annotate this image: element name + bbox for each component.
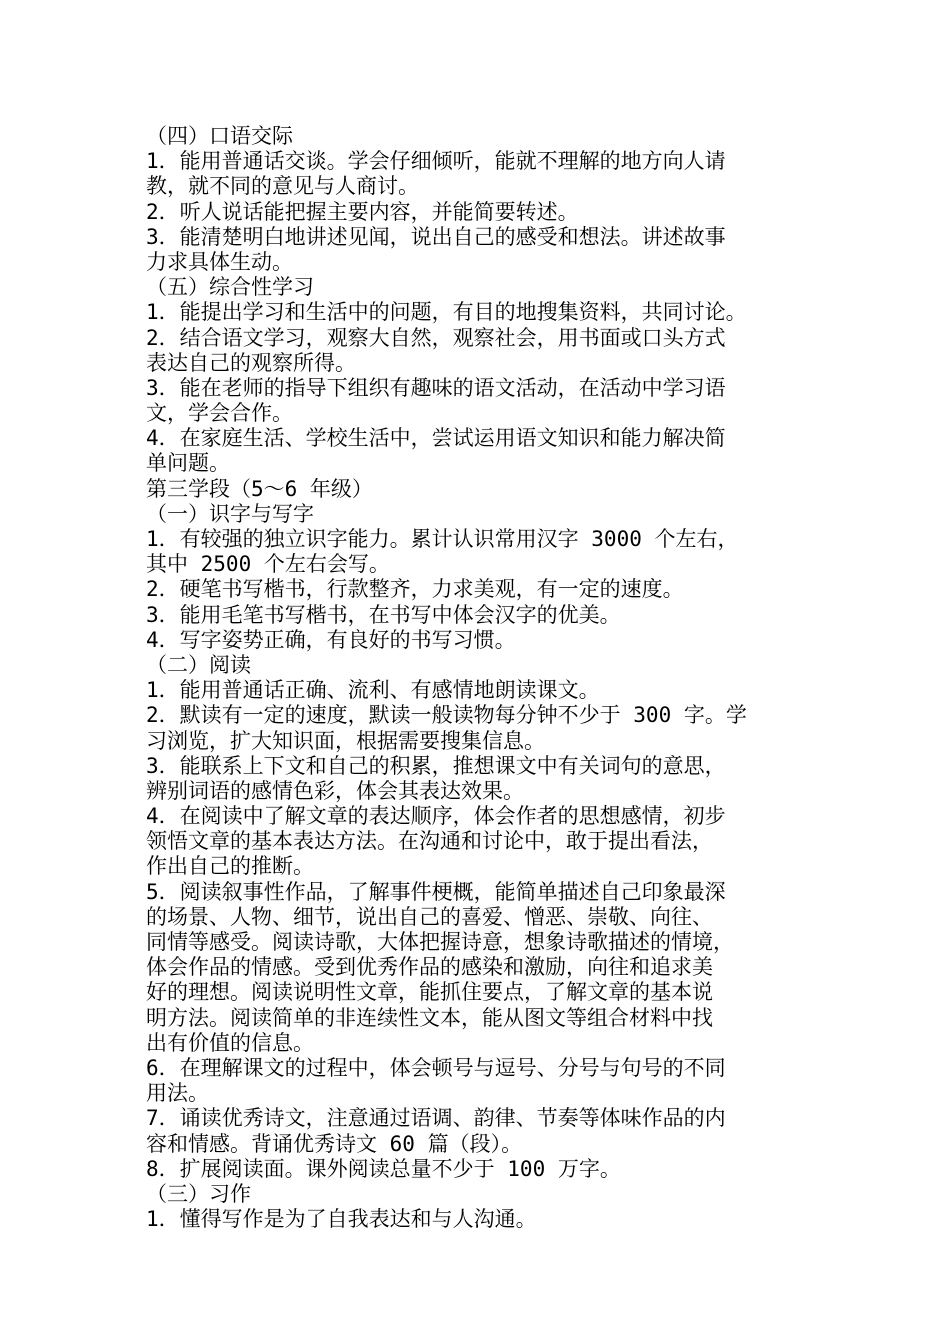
text-line: 1．有较强的独立识字能力。累计认识常用汉字 3000 个左右， (146, 527, 739, 551)
text-line: 辨别词语的感情色彩，体会其表达效果。 (146, 778, 524, 803)
document-body (146, 124, 826, 1232)
text-line: 1．能用普通话正确、流利、有感情地朗读课文。 (146, 678, 600, 703)
text-line: （一）识字与写字 (146, 501, 314, 526)
text-line: 同情等感受。阅读诗歌，大体把握诗意，想象诗歌描述的情境， (146, 930, 734, 954)
text-line: 2．听人说话能把握主要内容，并能简要转述。 (146, 199, 579, 224)
text-line: （二）阅读 (146, 652, 251, 677)
text-line: 1．能用普通话交谈。学会仔细倾听，能就不理解的地方向人请 (146, 149, 726, 174)
text-line: 作出自己的推断。 (146, 854, 314, 879)
text-line: 6．在理解课文的过程中，体会顿号与逗号、分号与句号的不同 (146, 1055, 726, 1080)
text-line: 8．扩展阅读面。课外阅读总量不少于 100 万字。 (146, 1156, 621, 1181)
text-line: 1．能提出学习和生活中的问题，有目的地搜集资料，共同讨论。 (146, 300, 747, 325)
text-line: 习浏览，扩大知识面，根据需要搜集信息。 (146, 728, 545, 753)
text-line: 3．能用毛笔书写楷书，在书写中体会汉字的优美。 (146, 602, 621, 627)
text-line: 体会作品的情感。受到优秀作品的感染和激励，向往和追求美 (146, 955, 713, 980)
text-line: （五）综合性学习 (146, 275, 314, 300)
text-line: 1．懂得写作是为了自我表达和与人沟通。 (146, 1207, 537, 1232)
text-line: 文，学会合作。 (146, 401, 293, 426)
text-line: 2．结合语文学习，观察大自然，观察社会，用书面或口头方式 (146, 325, 726, 350)
text-line: 教，就不同的意见与人商讨。 (146, 174, 419, 199)
text-line: 好的理想。阅读说明性文章，能抓住要点，了解文章的基本说 (146, 980, 713, 1005)
text-line: 表达自己的观察所得。 (146, 350, 356, 375)
text-line: 4．在阅读中了解文章的表达顺序，体会作者的思想感情，初步 (146, 804, 726, 829)
text-line: 2．默读有一定的速度，默读一般读物每分钟不少于 300 字。学 (146, 703, 747, 728)
text-line: （四）口语交际 (146, 124, 293, 148)
text-line: 3．能在老师的指导下组织有趣味的语文活动，在活动中学习语 (146, 375, 726, 400)
text-line: 第三学段（5～6 年级） (146, 476, 373, 501)
text-line: 出有价值的信息。 (146, 1030, 314, 1055)
text-line: 其中 2500 个左右会写。 (146, 552, 390, 577)
text-line: 力求具体生动。 (146, 249, 293, 274)
text-line: （三）习作 (146, 1181, 251, 1206)
text-line: 3．能清楚明白地讲述见闻，说出自己的感受和想法。讲述故事 (146, 224, 726, 249)
text-line: 领悟文章的基本表达方法。在沟通和讨论中，敢于提出看法， (146, 829, 713, 854)
text-line: 4．写字姿势正确，有良好的书写习惯。 (146, 627, 516, 652)
text-line: 5．阅读叙事性作品，了解事件梗概，能简单描述自己印象最深 (146, 879, 726, 904)
text-line: 用法。 (146, 1081, 209, 1106)
text-line: 容和情感。背诵优秀诗文 60 篇（段）。 (146, 1131, 523, 1156)
text-line: 3．能联系上下文和自己的积累，推想课文中有关词句的意思， (146, 753, 726, 778)
text-line: 明方法。阅读简单的非连续性文本，能从图文等组合材料中找 (146, 1005, 713, 1030)
text-line: 的场景、人物、细节，说出自己的喜爱、憎恶、崇敬、向往、 (146, 904, 713, 929)
text-line: 2．硬笔书写楷书，行款整齐，力求美观，有一定的速度。 (146, 577, 684, 602)
text-line: 4．在家庭生活、学校生活中，尝试运用语文知识和能力解决简 (146, 426, 726, 451)
text-line: 7．诵读优秀诗文，注意通过语调、韵律、节奏等体味作品的内 (146, 1106, 726, 1131)
text-line: 单问题。 (146, 451, 230, 476)
